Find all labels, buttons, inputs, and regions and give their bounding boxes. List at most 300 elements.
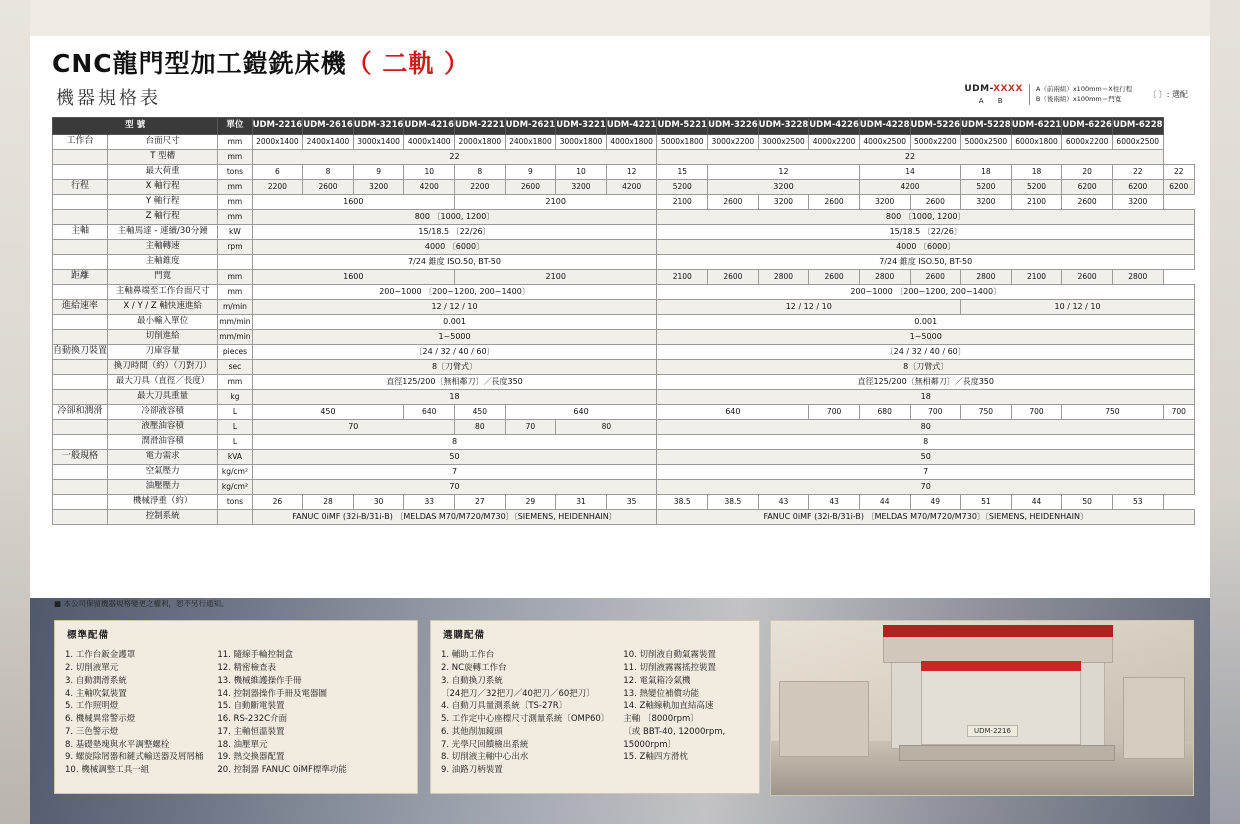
spec-row — [53, 420, 1195, 435]
spec-row-group: 冷卻和潤滑 — [53, 405, 108, 420]
spec-cell: 7 — [252, 465, 657, 480]
spec-row-unit: sec — [218, 360, 252, 375]
photo-red-accent — [921, 661, 1081, 671]
spec-row-group — [53, 480, 108, 495]
spec-cell: 4000x2500 — [859, 135, 910, 150]
spec-cell: 5000x2500 — [961, 135, 1012, 150]
spec-row-unit: pieces — [218, 345, 252, 360]
spec-cell: 8〔刀臂式〕 — [252, 360, 657, 375]
spec-cell: 700 — [1163, 405, 1194, 420]
optional-equipment-item: 10. 切削液自動氣霧裝置 — [623, 650, 717, 661]
spec-row — [53, 135, 1195, 150]
optional-equipment-list-2 — [623, 649, 725, 777]
spec-cell: 〔24 / 32 / 40 / 60〕 — [657, 345, 1195, 360]
spec-cell: 2600 — [809, 270, 860, 285]
spec-cell: 12 — [606, 165, 657, 180]
spec-cell: 50 — [1062, 495, 1113, 510]
spec-cell: 44 — [859, 495, 910, 510]
optional-equipment-item: 11. 切削液霧霧搖控裝置 — [623, 663, 717, 673]
spec-row-group: 進給速率 — [53, 300, 108, 315]
spec-cell: 2100 — [1011, 270, 1062, 285]
spec-row-unit: mm/min — [218, 315, 252, 330]
spec-header-model-UDM-5221: UDM-5221 — [657, 118, 708, 135]
spec-cell: 2600 — [708, 195, 759, 210]
spec-cell: 7/24 錐度 ISO.50, BT-50 — [252, 255, 657, 270]
spec-cell: 2100 — [657, 270, 708, 285]
spec-row-unit: kg — [218, 390, 252, 405]
spec-cell: 450 — [252, 405, 404, 420]
spec-cell: 14 — [859, 165, 960, 180]
spec-cell: 6200 — [1163, 180, 1194, 195]
standard-equipment-item: 4. 主軸吹氣裝置 — [65, 688, 127, 699]
spec-row — [53, 375, 1195, 390]
spec-cell: 640 — [657, 405, 809, 420]
optional-equipment-list-1 — [441, 649, 609, 777]
spec-row-group: 一般規格 — [53, 450, 108, 465]
spec-cell: 35 — [606, 495, 657, 510]
spec-row-item: 冷卻液容積 — [108, 405, 218, 420]
photo-right-cabinet — [1123, 677, 1185, 759]
spec-row-item: 空氣壓力 — [108, 465, 218, 480]
spec-row-unit: mm — [218, 150, 252, 165]
spec-row-group — [53, 435, 108, 450]
legend-b-desc: B（後兩組）x100mm＝門寬 — [1035, 94, 1122, 103]
spec-row — [53, 210, 1195, 225]
optional-equipment-item: 7. 光學尺回饋檢出系統 — [441, 739, 529, 750]
spec-cell: 1600 — [252, 270, 454, 285]
spec-header-model-UDM-4221: UDM-4221 — [606, 118, 657, 135]
spec-cell: 8 — [303, 165, 354, 180]
spec-row-item: 刀庫容量 — [108, 345, 218, 360]
spec-row — [53, 435, 1195, 450]
spec-row — [53, 510, 1195, 525]
spec-row-unit: L — [218, 435, 252, 450]
spec-row-group: 自動換刀裝置 — [53, 345, 108, 360]
spec-cell: 680 — [859, 405, 910, 420]
spec-cell: 800 〔1000, 1200〕 — [657, 210, 1195, 225]
optional-equipment-item: 〔24把刀／32把刀／40把刀／60把刀〕 — [441, 688, 595, 699]
optional-equipment-item: 〔或 BBT-40, 12000rpm, — [623, 726, 726, 737]
spec-cell: 2600 — [809, 195, 860, 210]
spec-cell: 3000x1800 — [556, 135, 607, 150]
spec-cell: 4200 — [859, 180, 960, 195]
spec-cell: 31 — [556, 495, 607, 510]
spec-cell: 1~5000 — [657, 330, 1195, 345]
standard-equipment-item: 13. 機械維護操作手冊 — [217, 675, 302, 686]
standard-equipment-item: 2. 切削液單元 — [65, 663, 119, 673]
spec-row — [53, 180, 1195, 195]
spec-cell: 直徑125/200〔無相鄰刀〕／長度350 — [657, 375, 1195, 390]
spec-row — [53, 150, 1195, 165]
spec-cell: 50 — [252, 450, 657, 465]
photo-top-cover — [883, 625, 1113, 637]
spec-cell: 5000x1800 — [657, 135, 708, 150]
spec-cell: 2600 — [910, 195, 961, 210]
spec-cell: 50 — [657, 450, 1195, 465]
standard-equipment-panel — [54, 620, 418, 794]
spec-row — [53, 225, 1195, 240]
spec-row — [53, 300, 1195, 315]
standard-equipment-item: 10. 機械調整工具一組 — [65, 765, 150, 775]
optional-equipment-item: 15000rpm〕 — [623, 739, 676, 750]
spec-cell: 640 — [505, 405, 657, 420]
spec-row — [53, 495, 1195, 510]
spec-row — [53, 165, 1195, 180]
spec-row — [53, 255, 1195, 270]
spec-row-unit: L — [218, 420, 252, 435]
spec-cell: 4000 〔6000〕 — [252, 240, 657, 255]
spec-row-unit: mm — [218, 195, 252, 210]
spec-row-unit: mm — [218, 135, 252, 150]
spec-cell: 450 — [455, 405, 506, 420]
spec-cell: 3200 — [859, 195, 910, 210]
optional-equipment-title: 選購配備 — [443, 630, 486, 641]
photo-left-cabinet — [779, 681, 869, 757]
spec-row — [53, 345, 1195, 360]
spec-row-item: Y 軸行程 — [108, 195, 218, 210]
spec-cell: 10 — [556, 165, 607, 180]
spec-row-group: 工作台 — [53, 135, 108, 150]
spec-row — [53, 285, 1195, 300]
spec-cell: 18 — [657, 390, 1195, 405]
spec-cell: 0.001 — [252, 315, 657, 330]
optional-equipment-item: 4. 自動刀具量測系統〔TS-27R〕 — [441, 701, 568, 712]
spec-row-group — [53, 420, 108, 435]
spec-cell: 〔24 / 32 / 40 / 60〕 — [252, 345, 657, 360]
page-right-strip — [1210, 0, 1240, 824]
spec-header-unit: 單位 — [218, 118, 252, 135]
spec-cell: 2600 — [708, 270, 759, 285]
spec-cell: 9 — [505, 165, 556, 180]
spec-header-model-UDM-2221: UDM-2221 — [455, 118, 506, 135]
spec-table-wrap — [52, 117, 1195, 525]
spec-cell: 1~5000 — [252, 330, 657, 345]
legend-desc-cell — [1029, 84, 1138, 105]
standard-equipment-item: 15. 自動斷電裝置 — [217, 701, 285, 712]
spec-row-item: 主軸鼻端至工作台面尺寸 — [108, 285, 218, 300]
spec-cell: 30 — [353, 495, 404, 510]
spec-cell: 70 — [252, 480, 657, 495]
spec-cell: 38.5 — [657, 495, 708, 510]
optional-equipment-item: 主軸 〔8000rpm〕 — [623, 714, 699, 724]
spec-cell: 750 — [1062, 405, 1163, 420]
page-title-text: CNC龍門型加工鎧銑床機 — [52, 49, 347, 78]
spec-cell: 4000x1800 — [606, 135, 657, 150]
standard-equipment-item: 19. 熱交換器配置 — [217, 752, 285, 763]
spec-cell: 44 — [1011, 495, 1062, 510]
spec-row-group — [53, 315, 108, 330]
spec-row-unit: mm — [218, 375, 252, 390]
spec-cell: 8 — [657, 435, 1195, 450]
spec-cell: 4200 — [404, 180, 455, 195]
spec-row-item: 換刀時間（約）（刀對刀） — [108, 360, 218, 375]
spec-cell: 200~1000 〔200~1200, 200~1400〕 — [252, 285, 657, 300]
spec-cell: 38.5 — [708, 495, 759, 510]
optional-equipment-panel — [430, 620, 760, 794]
spec-row-item: 電力需求 — [108, 450, 218, 465]
spec-cell: 18 — [252, 390, 657, 405]
standard-equipment-item: 8. 基礎墊塊與水平調整螺栓 — [65, 739, 170, 750]
spec-cell: 3200 — [758, 195, 809, 210]
spec-cell: 10 — [404, 165, 455, 180]
spec-cell: 2400x1400 — [303, 135, 354, 150]
optional-equipment-item: 2. NC旋轉工作台 — [441, 663, 507, 673]
spec-header-model: 型 號 — [53, 118, 218, 135]
standard-equipment-item: 9. 螺旋除屑器和鏈式輸送器及屑屑桶 — [65, 752, 204, 763]
standard-equipment-item: 3. 自動潤滑系統 — [65, 675, 127, 686]
spec-cell: 12 / 12 / 10 — [657, 300, 961, 315]
standard-equipment-item: 20. 控制器 FANUC 0iMF標準功能 — [217, 765, 347, 775]
spec-row-group — [53, 210, 108, 225]
spec-cell: 29 — [505, 495, 556, 510]
spec-row-item: 主軸轉速 — [108, 240, 218, 255]
standard-equipment-item: 5. 工作照明燈 — [65, 701, 119, 712]
spec-cell: 5200 — [1011, 180, 1062, 195]
spec-cell: 直徑125/200〔無相鄰刀〕／長度350 — [252, 375, 657, 390]
spec-cell: 9 — [353, 165, 404, 180]
standard-equipment-item: 16. RS-232C介面 — [217, 714, 288, 724]
spec-row-unit: mm — [218, 285, 252, 300]
page-top-band — [0, 0, 1240, 36]
spec-row-item: 最大刀具重量 — [108, 390, 218, 405]
spec-row-item: 最大荷重 — [108, 165, 218, 180]
spec-cell: 8 — [252, 435, 657, 450]
spec-cell: 3000x2200 — [708, 135, 759, 150]
page-subtitle: 機器規格表 — [56, 88, 161, 109]
photo-machine-label: UDM-2216 — [967, 725, 1018, 737]
spec-cell: 2600 — [1062, 195, 1113, 210]
spec-cell: 4000x1400 — [404, 135, 455, 150]
spec-cell: 0.001 — [657, 315, 1195, 330]
optional-equipment-item: 8. 切削液主軸中心出水 — [441, 752, 529, 763]
spec-row-item: Z 軸行程 — [108, 210, 218, 225]
spec-cell: 20 — [1062, 165, 1113, 180]
spec-cell: 2600 — [303, 180, 354, 195]
spec-header-model-UDM-3216: UDM-3216 — [353, 118, 404, 135]
spec-row-group — [53, 375, 108, 390]
spec-header-model-UDM-6221: UDM-6221 — [1011, 118, 1062, 135]
spec-cell: 3200 — [1112, 195, 1163, 210]
spec-cell: 6000x2500 — [1112, 135, 1163, 150]
spec-row-unit: kW — [218, 225, 252, 240]
spec-cell: 2800 — [1112, 270, 1163, 285]
spec-cell: 22 — [1112, 165, 1163, 180]
spec-row-group — [53, 150, 108, 165]
spec-row — [53, 390, 1195, 405]
spec-row-unit: L — [218, 405, 252, 420]
optional-equipment-item: 12. 電氣箱冷氣機 — [623, 675, 691, 686]
spec-cell: 2200 — [252, 180, 303, 195]
spec-cell: 6000x1800 — [1011, 135, 1062, 150]
spec-cell: 4000x2200 — [809, 135, 860, 150]
optional-equipment-item: 14. Z軸線軌加直結高速 — [623, 701, 714, 712]
spec-header-model-UDM-2216: UDM-2216 — [252, 118, 303, 135]
spec-cell: 2600 — [910, 270, 961, 285]
spec-cell: 26 — [252, 495, 303, 510]
spec-row-group — [53, 165, 108, 180]
spec-cell: 18 — [961, 165, 1012, 180]
spec-row-unit: tons — [218, 495, 252, 510]
spec-header-model-UDM-4226: UDM-4226 — [809, 118, 860, 135]
spec-row — [53, 195, 1195, 210]
spec-cell: 2100 — [455, 270, 657, 285]
spec-row-item: X 軸行程 — [108, 180, 218, 195]
spec-cell: 8 — [455, 165, 506, 180]
spec-row — [53, 240, 1195, 255]
standard-equipment-list-2 — [217, 649, 347, 777]
photo-crossbeam — [883, 633, 1113, 663]
spec-cell: 43 — [758, 495, 809, 510]
spec-row-item: 最大刀具（直徑／長度） — [108, 375, 218, 390]
spec-cell: 6 — [252, 165, 303, 180]
spec-cell: 10 / 12 / 10 — [961, 300, 1195, 315]
spec-cell: 33 — [404, 495, 455, 510]
spec-row-item: 切削進給 — [108, 330, 218, 345]
spec-cell: 22 — [252, 150, 657, 165]
standard-equipment-list-1 — [65, 649, 203, 777]
spec-cell: 43 — [809, 495, 860, 510]
spec-cell: 80 — [455, 420, 506, 435]
spec-row — [53, 465, 1195, 480]
optional-equipment-item: 15. Z軸四方滑枕 — [623, 752, 688, 763]
spec-cell: 49 — [910, 495, 961, 510]
legend-code: UDM-XXXX — [964, 84, 1023, 94]
spec-cell: 6200 — [1062, 180, 1113, 195]
spec-cell: 4200 — [606, 180, 657, 195]
standard-equipment-item: 14. 控制器操作手冊及電器圖 — [217, 688, 328, 699]
spec-cell: 2200 — [455, 180, 506, 195]
spec-row-group — [53, 510, 108, 525]
legend-code-cell — [958, 82, 1029, 107]
page-left-strip — [0, 0, 30, 824]
spec-header-model-UDM-3221: UDM-3221 — [556, 118, 607, 135]
spec-cell: 2600 — [1062, 270, 1113, 285]
spec-table-header-row — [53, 118, 1195, 135]
spec-cell: 2400x1800 — [505, 135, 556, 150]
spec-row-unit: tons — [218, 165, 252, 180]
standard-equipment-item: 1. 工作台鈑金護罩 — [65, 650, 136, 661]
spec-table — [52, 117, 1195, 525]
spec-row — [53, 360, 1195, 375]
standard-equipment-item: 6. 機械異常警示燈 — [65, 714, 136, 724]
spec-row-group — [53, 195, 108, 210]
spec-note: ■ 本公司保留機器規格變更之權利，恕不另行通知。 — [54, 599, 229, 608]
spec-cell: FANUC 0iMF (32i-B/31i-B) 〔MELDAS M70/M720/M730〕〔SIEMENS, HEIDENHAIN〕 — [252, 510, 657, 525]
spec-cell: 3200 — [708, 180, 860, 195]
optional-equipment-item: 6. 其他削加鏡頭 — [441, 726, 503, 737]
spec-cell: 5200 — [961, 180, 1012, 195]
spec-cell: FANUC 0iMF (32i-B/31i-B) 〔MELDAS M70/M720/M730〕〔SIEMENS, HEIDENHAIN〕 — [657, 510, 1195, 525]
spec-cell: 2100 — [1011, 195, 1062, 210]
spec-row-group — [53, 255, 108, 270]
spec-row-group: 行程 — [53, 180, 108, 195]
spec-row-unit: mm/min — [218, 330, 252, 345]
spec-cell: 22 — [1163, 165, 1194, 180]
spec-row-group — [53, 285, 108, 300]
spec-header-model-UDM-3226: UDM-3226 — [708, 118, 759, 135]
spec-cell: 3200 — [353, 180, 404, 195]
spec-row-unit: mm — [218, 180, 252, 195]
spec-cell: 70 — [657, 480, 1195, 495]
spec-header-model-UDM-6226: UDM-6226 — [1062, 118, 1113, 135]
spec-cell: 800 〔1000, 1200〕 — [252, 210, 657, 225]
spec-cell: 700 — [910, 405, 961, 420]
spec-row-unit: m/min — [218, 300, 252, 315]
legend-option: 〔 〕: 選配 — [1148, 89, 1188, 99]
legend-a-desc: A（前兩組）x100mm＝X柱行程 — [1035, 85, 1133, 94]
spec-cell: 80 — [657, 420, 1195, 435]
photo-worktable — [899, 745, 1115, 761]
spec-cell: 51 — [961, 495, 1012, 510]
spec-row-group — [53, 495, 108, 510]
spec-row-item: 油壓壓力 — [108, 480, 218, 495]
spec-cell: 6000x2200 — [1062, 135, 1113, 150]
spec-cell: 2100 — [657, 195, 708, 210]
spec-cell: 3000x1400 — [353, 135, 404, 150]
standard-equipment-item: 18. 油壓單元 — [217, 739, 268, 750]
spec-cell: 15/18.5 〔22/26〕 — [657, 225, 1195, 240]
optional-equipment-item: 5. 工作定中心座標尺寸測量系統〔OMP60〕 — [441, 714, 610, 724]
spec-cell: 12 — [708, 165, 860, 180]
spec-cell: 80 — [556, 420, 657, 435]
spec-cell: 4000 〔6000〕 — [657, 240, 1195, 255]
spec-row-unit: kVA — [218, 450, 252, 465]
spec-cell: 2800 — [758, 270, 809, 285]
spec-header-model-UDM-5228: UDM-5228 — [961, 118, 1012, 135]
spec-header-model-UDM-5226: UDM-5226 — [910, 118, 961, 135]
optional-equipment-item: 13. 熱變位補償功能 — [623, 688, 700, 699]
spec-cell: 700 — [809, 405, 860, 420]
spec-header-model-UDM-2616: UDM-2616 — [303, 118, 354, 135]
spec-row-item: 台面尺寸 — [108, 135, 218, 150]
spec-row-group — [53, 465, 108, 480]
spec-row-unit: mm — [218, 210, 252, 225]
spec-cell: 5200 — [657, 180, 708, 195]
spec-row-item: T 型槽 — [108, 150, 218, 165]
spec-cell: 2000x1800 — [455, 135, 506, 150]
spec-row — [53, 315, 1195, 330]
spec-row-item: 最小輸入單位 — [108, 315, 218, 330]
standard-equipment-item: 12. 精密檢查表 — [217, 663, 277, 673]
spec-cell: 28 — [303, 495, 354, 510]
spec-row-item: 機械淨重（約） — [108, 495, 218, 510]
spec-cell: 53 — [1112, 495, 1163, 510]
page-title — [52, 44, 470, 80]
spec-cell: 70 — [505, 420, 556, 435]
spec-row-item: 主軸錐度 — [108, 255, 218, 270]
spec-row-unit: kg/cm² — [218, 465, 252, 480]
spec-cell: 3200 — [961, 195, 1012, 210]
standard-equipment-item: 7. 三色警示燈 — [65, 726, 119, 737]
standard-equipment-item: 17. 主軸恒溫裝置 — [217, 726, 285, 737]
spec-row-unit: rpm — [218, 240, 252, 255]
spec-row-unit — [218, 255, 252, 270]
spec-cell: 22 — [657, 150, 1163, 165]
spec-cell: 2800 — [961, 270, 1012, 285]
spec-row — [53, 405, 1195, 420]
spec-cell: 2000x1400 — [252, 135, 303, 150]
spec-cell: 640 — [404, 405, 455, 420]
spec-row — [53, 330, 1195, 345]
spec-header-model-UDM-4228: UDM-4228 — [859, 118, 910, 135]
standard-equipment-item: 11. 隨線手輪控制盒 — [217, 650, 294, 661]
spec-cell: 70 — [252, 420, 454, 435]
spec-cell: 18 — [1011, 165, 1062, 180]
spec-row-group — [53, 360, 108, 375]
spec-row-group: 距離 — [53, 270, 108, 285]
spec-row-unit: mm — [218, 270, 252, 285]
spec-cell: 27 — [455, 495, 506, 510]
